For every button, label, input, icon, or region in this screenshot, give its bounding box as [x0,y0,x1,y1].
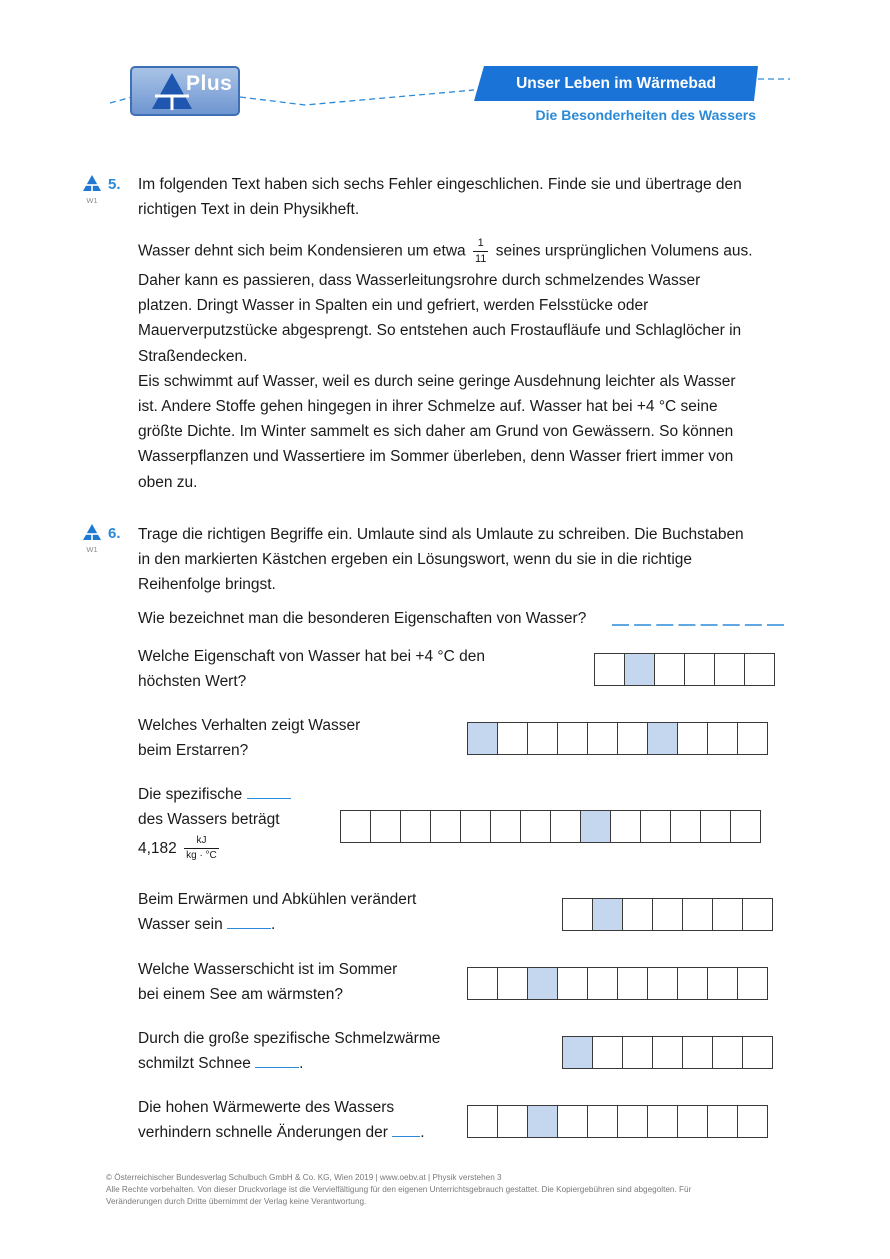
letter-cell[interactable] [712,898,743,931]
solution-question: Wie bezeichnet man die besonderen Eigenschaften von Wasser? [138,610,587,627]
letter-cell[interactable] [622,898,653,931]
letter-cell[interactable] [497,967,528,1000]
instruction-line: Reihenfolge bringst. [138,576,276,594]
task-number: 5. [108,176,121,193]
question-line: Durch die große spezifische Schmelzwärme [138,1030,441,1047]
letter-cell[interactable] [647,1105,678,1138]
solution-word-blanks[interactable] [612,624,784,626]
task5-instruction [138,172,788,222]
solution-letter-cell[interactable] [592,898,623,931]
letter-cell[interactable] [707,967,738,1000]
solution-letter-cell[interactable] [527,967,558,1000]
letter-cell[interactable] [640,810,671,843]
solution-letter-cell[interactable] [647,722,678,755]
letter-cell[interactable] [557,722,588,755]
value-number: 4,182 [138,840,177,857]
letter-cell[interactable] [562,898,593,931]
fraction-one-eleventh [473,238,488,265]
answer-cells-7[interactable] [467,1105,768,1138]
text-line: Daher kann es passieren, dass Wasserleitungsrohre durch schmelzendes Wasser [138,272,701,289]
letter-cell[interactable] [682,1036,713,1069]
question-line: Die spezifische [138,786,243,803]
letter-cell[interactable] [490,810,521,843]
answer-cells-5[interactable] [467,967,768,1000]
letter-cell[interactable] [594,653,625,686]
solution-letter-cell[interactable] [580,810,611,843]
solution-letter-cell[interactable] [467,722,498,755]
letter-cell[interactable] [587,967,618,1000]
letter-cell[interactable] [677,967,708,1000]
punctuation: . [299,1055,304,1073]
question-line: des Wassers beträgt [138,811,280,829]
answer-cells-1[interactable] [594,653,775,686]
letter-cell[interactable] [714,653,745,686]
unit-fraction [184,836,219,861]
instruction-line: richtigen Text in dein Physikheft. [138,201,360,219]
letter-cell[interactable] [652,1036,683,1069]
letter-cell[interactable] [622,1036,653,1069]
letter-cell[interactable] [340,810,371,843]
question-line: Welche Eigenschaft von Wasser hat bei +4 °C den [138,648,485,665]
letter-cell[interactable] [742,898,773,931]
letter-cell[interactable] [700,810,731,843]
text-line: ist. Andere Stoffe gehen hingegen in ihrer Schmelze auf. Wasser hat bei +4 °C seine [138,398,718,416]
unit-numerator: kJ [184,836,219,849]
letter-cell[interactable] [430,810,461,843]
fill-blank[interactable] [392,1122,420,1137]
fill-blank[interactable] [255,1053,299,1068]
letter-cell[interactable] [737,1105,768,1138]
letter-cell[interactable] [550,810,581,843]
answer-cells-2[interactable] [467,722,768,755]
instruction-line: in den markierten Kästchen ergeben ein Lösungswort, wenn du sie in die richtige [138,551,693,569]
answer-cells-4[interactable] [562,898,773,931]
text-line: platzen. Dringt Wasser in Spalten ein und gefriert, werden Felsstücke oder [138,297,649,315]
question-line: Welche Wasserschicht ist im Sommer [138,961,398,978]
letter-cell[interactable] [587,722,618,755]
section-subtitle: Die Besonderheiten des Wassers [535,107,756,123]
letter-cell[interactable] [654,653,685,686]
solution-letter-cell[interactable] [562,1036,593,1069]
question-3 [138,782,291,832]
footer-line: Alle Rechte vorbehalten. Von dieser Druckvorlage ist die Vervielfältigung für den eigenen Unterrichtsgebrauch gestattet. Die Kopiergebühren sind abgegolten. Für [106,1185,692,1194]
question-4 [138,887,416,937]
question-line: schmilzt Schnee [138,1055,251,1073]
solution-letter-cell[interactable] [624,653,655,686]
question-line: Wasser sein [138,916,223,934]
text-segment: seines ursprünglichen Volumens aus. [495,242,753,260]
letter-cell[interactable] [467,967,498,1000]
letter-cell[interactable] [617,722,648,755]
answer-cells-6[interactable] [562,1036,773,1069]
footer-line: Veränderungen durch Dritte übernimmt der Verlag keine Verantwortung. [106,1197,367,1206]
text-line: oben zu. [138,473,198,491]
level-triangle-icon [83,175,101,191]
letter-cell[interactable] [400,810,431,843]
letter-cell[interactable] [744,653,775,686]
instruction-line: Im folgenden Text haben sich sechs Fehler eingeschlichen. Finde sie und übertrage den [138,176,742,193]
fill-blank[interactable] [227,914,271,929]
letter-cell[interactable] [557,967,588,1000]
copyright-footer [106,1172,786,1208]
solution-letter-cell[interactable] [527,1105,558,1138]
text-line: Eis schwimmt auf Wasser, weil es durch seine geringe Ausdehnung leichter als Wasser [138,372,736,390]
task-number: 6. [108,525,121,542]
letter-cell[interactable] [684,653,715,686]
letter-cell[interactable] [460,810,491,843]
letter-cell[interactable] [617,1105,648,1138]
question-line: beim Erstarren? [138,742,249,760]
text-line: Wasserpflanzen und Wassertiere im Sommer überleben, denn Wasser friert immer von [138,448,734,466]
letter-cell[interactable] [707,722,738,755]
level-label: W1 [86,545,98,554]
letter-cell[interactable] [610,810,641,843]
question-line: Welches Verhalten zeigt Wasser [138,717,361,734]
letter-cell[interactable] [742,1036,773,1069]
letter-cell[interactable] [670,810,701,843]
letter-cell[interactable] [467,1105,498,1138]
question-2 [138,713,360,763]
letter-cell[interactable] [677,1105,708,1138]
instruction-line: Trage die richtigen Begriffe ein. Umlaute sind als Umlaute zu schreiben. Die Buchstaben [138,526,744,543]
letter-cell[interactable] [737,722,768,755]
letter-cell[interactable] [617,967,648,1000]
question-line: bei einem See am wärmsten? [138,986,344,1004]
question-line: höchsten Wert? [138,673,247,691]
text-segment: Wasser dehnt sich beim Kondensieren um etwa [138,242,466,260]
question-5 [138,957,397,1007]
question-line: Beim Erwärmen und Abkühlen verändert [138,891,417,908]
letter-cell[interactable] [592,1036,623,1069]
logo-text: Plus [186,72,233,95]
question-line: Die hohen Wärmewerte des Wassers [138,1099,395,1116]
text-line: Straßendecken. [138,347,248,365]
punctuation: . [420,1124,425,1142]
letter-cell[interactable] [520,810,551,843]
chapter-title: Unser Leben im Wärmebad [516,75,716,92]
letter-cell[interactable] [730,810,761,843]
footer-line: © Österreichischer Bundesverlag Schulbuch GmbH & Co. KG, Wien 2019 | www.oebv.at | Physik verstehen 3 [106,1173,502,1182]
letter-cell[interactable] [647,967,678,1000]
unit-denominator: kg · °C [186,850,217,862]
fraction-numerator: 1 [473,238,488,252]
fill-blank[interactable] [247,784,291,799]
letter-cell[interactable] [557,1105,588,1138]
question-7 [138,1095,425,1145]
letter-cell[interactable] [497,722,528,755]
text-line: größte Dichte. Im Winter sammelt es sich daher am Grund von Gewässern. So können [138,423,734,441]
letter-cell[interactable] [652,898,683,931]
letter-cell[interactable] [587,1105,618,1138]
answer-cells-3[interactable] [340,810,761,843]
text-line: Mauerverputzstücke abgesprengt. So entstehen auch Frostaufläufe und Schlaglöcher in [138,322,742,340]
task5-text-first-line [138,238,753,265]
level-label: W1 [86,196,98,205]
heat-capacity-value [138,836,222,861]
letter-cell[interactable] [370,810,401,843]
letter-cell[interactable] [682,898,713,931]
letter-cell[interactable] [737,967,768,1000]
letter-cell[interactable] [707,1105,738,1138]
question-6 [138,1026,440,1076]
letter-cell[interactable] [712,1036,743,1069]
letter-cell[interactable] [527,722,558,755]
task6-instruction [138,522,788,598]
letter-cell[interactable] [677,722,708,755]
level-triangle-icon [83,524,101,540]
task5-error-text [138,268,788,495]
letter-cell[interactable] [497,1105,528,1138]
punctuation: . [271,916,276,934]
question-1 [138,644,485,694]
fraction-denominator: 11 [475,253,487,265]
question-line: verhindern schnelle Änderungen der [138,1124,388,1142]
